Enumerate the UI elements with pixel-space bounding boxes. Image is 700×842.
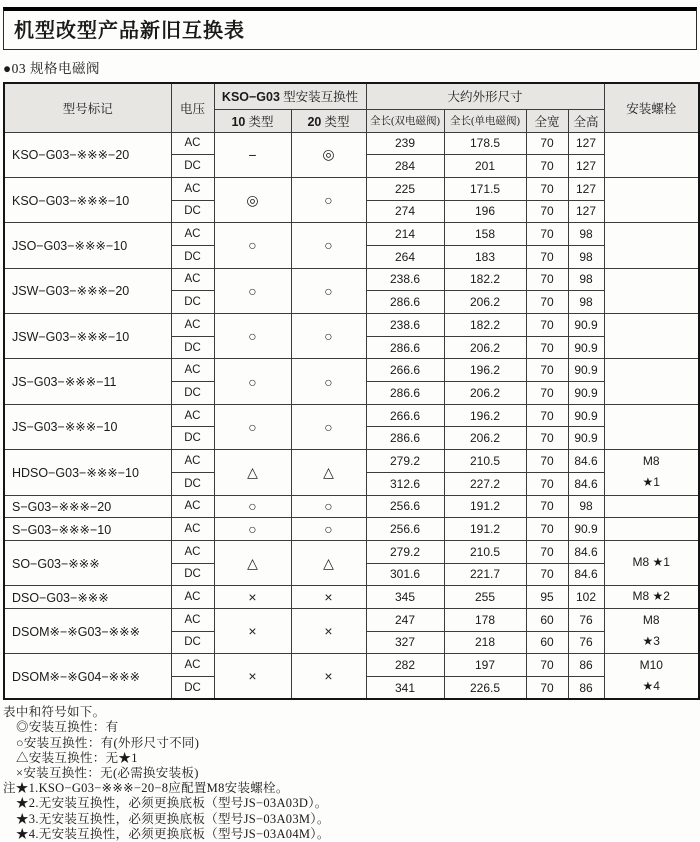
len-single-cell: 221.7 (444, 563, 526, 586)
screw-line-2: ★4 (642, 679, 660, 694)
len-single-cell: 191.2 (444, 518, 526, 541)
header-compat-model: KSO−G03 (221, 90, 280, 105)
compat-10-cell: △ (214, 450, 291, 495)
len-double-cell: 256.6 (366, 518, 444, 541)
compat-10-cell: − (214, 132, 291, 177)
compat-10-cell: ○ (214, 518, 291, 541)
compat-10-cell: ○ (214, 223, 291, 268)
voltage-cell: DC (171, 563, 214, 586)
height-cell: 90.9 (568, 427, 604, 450)
len-double-cell: 286.6 (366, 427, 444, 450)
header-len-single: 全长(单电磁阀) (444, 109, 526, 132)
compat-20-cell: ○ (291, 359, 366, 404)
height-cell: 84.6 (568, 450, 604, 473)
compat-10-cell: × (214, 654, 291, 699)
model-cell: SO−G03−※※※ (4, 540, 171, 585)
screw-line-1: M8 (642, 453, 660, 468)
compat-10-cell: × (214, 608, 291, 653)
screw-line-1: M8 ★2 (632, 589, 670, 604)
voltage-cell: AC (171, 608, 214, 631)
table-row (4, 608, 699, 631)
screw-cell (604, 359, 699, 404)
screw-cell (604, 268, 699, 313)
screw-cell (604, 495, 699, 518)
spec-table (3, 82, 700, 700)
width-cell: 70 (526, 177, 568, 200)
height-cell: 102 (568, 586, 604, 609)
screw-cell (604, 608, 699, 653)
footnote-1: 注★1.KSO−G03−※※※−20−8应配置M8安装螺栓。 (3, 781, 289, 796)
voltage-cell: DC (171, 677, 214, 700)
footnote-3: ★3.无安装互换性，必须更换底板（型号JS−03A03M）。 (16, 811, 330, 826)
table-row (4, 223, 699, 246)
legend-line-circle: ○安装互换性：有(外形尺寸不同) (16, 735, 200, 750)
len-double-cell: 279.2 (366, 450, 444, 473)
len-double-cell: 214 (366, 223, 444, 246)
len-double-cell: 266.6 (366, 404, 444, 427)
len-single-cell: 255 (444, 586, 526, 609)
voltage-cell: AC (171, 132, 214, 155)
model-cell: S−G03−※※※−10 (4, 518, 171, 541)
compat-10-cell: × (214, 586, 291, 609)
width-cell: 70 (526, 472, 568, 495)
header-height: 全高 (568, 109, 604, 132)
compat-20-cell: × (291, 608, 366, 653)
width-cell: 70 (526, 404, 568, 427)
len-single-cell: 196 (444, 200, 526, 223)
screw-cell (604, 540, 699, 585)
screw-line-1: M8 (642, 612, 660, 627)
table-row (4, 518, 699, 541)
header-model: 型号标记 (4, 83, 171, 132)
len-double-cell: 312.6 (366, 472, 444, 495)
header-len-double: 全长(双电磁阀) (366, 109, 444, 132)
table-row (4, 495, 699, 518)
screw-cell (604, 450, 699, 495)
len-single-cell: 227.2 (444, 472, 526, 495)
table-row (4, 268, 699, 291)
model-cell: S−G03−※※※−20 (4, 495, 171, 518)
height-cell: 98 (568, 223, 604, 246)
compat-10-cell: ○ (214, 495, 291, 518)
voltage-cell: AC (171, 314, 214, 337)
header-type20 (291, 109, 366, 132)
height-cell: 90.9 (568, 314, 604, 337)
model-cell: KSO−G03−※※※−20 (4, 132, 171, 177)
width-cell: 70 (526, 518, 568, 541)
table-body (4, 132, 699, 699)
height-cell: 98 (568, 495, 604, 518)
compat-20-cell: ○ (291, 314, 366, 359)
len-double-cell: 247 (366, 608, 444, 631)
height-cell: 90.9 (568, 382, 604, 405)
compat-10-cell: △ (214, 540, 291, 585)
len-single-cell: 206.2 (444, 427, 526, 450)
voltage-cell: AC (171, 586, 214, 609)
compat-20-cell: × (291, 586, 366, 609)
compat-20-cell: ○ (291, 268, 366, 313)
header-width: 全宽 (526, 109, 568, 132)
width-cell: 70 (526, 382, 568, 405)
height-cell: 84.6 (568, 540, 604, 563)
width-cell: 70 (526, 359, 568, 382)
len-single-cell: 210.5 (444, 450, 526, 473)
len-double-cell: 345 (366, 586, 444, 609)
len-single-cell: 158 (444, 223, 526, 246)
footnote-2: ★2.无安装互换性，必须更换底板（型号JS−03A03D）。 (16, 796, 328, 811)
height-cell: 98 (568, 245, 604, 268)
width-cell: 70 (526, 336, 568, 359)
len-double-cell: 286.6 (366, 336, 444, 359)
len-single-cell: 182.2 (444, 314, 526, 337)
model-cell: JSW−G03−※※※−10 (4, 314, 171, 359)
voltage-cell: AC (171, 495, 214, 518)
height-cell: 76 (568, 631, 604, 654)
screw-cell (604, 654, 699, 699)
screw-cell (604, 223, 699, 268)
compat-20-cell: ○ (291, 495, 366, 518)
table-header (4, 83, 699, 132)
voltage-cell: AC (171, 268, 214, 291)
legend-line-cross: ×安装互换性：无(必需换安装板) (16, 766, 199, 780)
height-cell: 98 (568, 268, 604, 291)
model-cell: DSO−G03−※※※ (4, 586, 171, 609)
height-cell: 76 (568, 608, 604, 631)
screw-line-2: ★1 (642, 475, 660, 490)
width-cell: 70 (526, 450, 568, 473)
compat-20-cell: ○ (291, 518, 366, 541)
len-double-cell: 341 (366, 677, 444, 700)
section-subtitle: ●03 规格电磁阀 (3, 61, 101, 76)
model-cell: JSO−G03−※※※−10 (4, 223, 171, 268)
model-cell: HDSO−G03−※※※−10 (4, 450, 171, 495)
len-double-cell: 256.6 (366, 495, 444, 518)
height-cell: 127 (568, 177, 604, 200)
height-cell: 90.9 (568, 359, 604, 382)
voltage-cell: DC (171, 631, 214, 654)
compat-10-cell: ◎ (214, 177, 291, 222)
voltage-cell: DC (171, 336, 214, 359)
header-screw: 安装螺栓 (604, 83, 699, 132)
compat-10-cell: ○ (214, 404, 291, 449)
voltage-cell: AC (171, 540, 214, 563)
len-single-cell: 178.5 (444, 132, 526, 155)
width-cell: 70 (526, 200, 568, 223)
width-cell: 95 (526, 586, 568, 609)
len-single-cell: 226.5 (444, 677, 526, 700)
header-type10 (214, 109, 291, 132)
len-single-cell: 196.2 (444, 404, 526, 427)
len-double-cell: 286.6 (366, 382, 444, 405)
compat-20-cell: ○ (291, 177, 366, 222)
width-cell: 70 (526, 132, 568, 155)
table-row (4, 540, 699, 563)
screw-cell (604, 177, 699, 222)
len-single-cell: 171.5 (444, 177, 526, 200)
table-row (4, 404, 699, 427)
len-single-cell: 182.2 (444, 268, 526, 291)
len-single-cell: 178 (444, 608, 526, 631)
model-cell: DSOM※−※G03−※※※ (4, 608, 171, 653)
header-voltage: 电压 (171, 83, 214, 132)
compat-20-cell: ○ (291, 223, 366, 268)
len-double-cell: 279.2 (366, 540, 444, 563)
table-row (4, 177, 699, 200)
width-cell: 70 (526, 677, 568, 700)
len-double-cell: 238.6 (366, 314, 444, 337)
len-single-cell: 201 (444, 155, 526, 178)
width-cell: 70 (526, 155, 568, 178)
width-cell: 70 (526, 540, 568, 563)
table-row (4, 450, 699, 473)
len-single-cell: 218 (444, 631, 526, 654)
compat-20-cell: × (291, 654, 366, 699)
header-dims-group: 大约外形尺寸 (366, 83, 604, 109)
width-cell: 70 (526, 563, 568, 586)
len-single-cell: 183 (444, 245, 526, 268)
len-single-cell: 196.2 (444, 359, 526, 382)
len-single-cell: 191.2 (444, 495, 526, 518)
voltage-cell: DC (171, 382, 214, 405)
screw-line-1: M8 ★1 (632, 555, 670, 570)
screw-cell (604, 404, 699, 449)
screw-cell (604, 518, 699, 541)
len-double-cell: 286.6 (366, 291, 444, 314)
legend-line-circle-double: ◎安装互换性：有 (16, 720, 119, 735)
voltage-cell: AC (171, 359, 214, 382)
height-cell: 127 (568, 200, 604, 223)
height-cell: 98 (568, 291, 604, 314)
table-row (4, 359, 699, 382)
width-cell: 70 (526, 245, 568, 268)
screw-line-2: ★3 (642, 634, 660, 649)
model-cell: JS−G03−※※※−11 (4, 359, 171, 404)
height-cell: 90.9 (568, 336, 604, 359)
len-double-cell: 239 (366, 132, 444, 155)
voltage-cell: AC (171, 518, 214, 541)
width-cell: 70 (526, 427, 568, 450)
height-cell: 86 (568, 654, 604, 677)
len-double-cell: 284 (366, 155, 444, 178)
len-double-cell: 327 (366, 631, 444, 654)
screw-cell (604, 586, 699, 609)
width-cell: 70 (526, 268, 568, 291)
height-cell: 127 (568, 132, 604, 155)
height-cell: 90.9 (568, 404, 604, 427)
voltage-cell: DC (171, 427, 214, 450)
width-cell: 70 (526, 314, 568, 337)
table-row (4, 586, 699, 609)
compat-20-cell: △ (291, 540, 366, 585)
compat-10-cell: ○ (214, 359, 291, 404)
width-cell: 60 (526, 608, 568, 631)
legend-line-triangle: △安装互换性：无★1 (16, 750, 138, 765)
voltage-cell: AC (171, 450, 214, 473)
len-double-cell: 301.6 (366, 563, 444, 586)
table-row (4, 132, 699, 155)
len-double-cell: 264 (366, 245, 444, 268)
compat-20-cell: △ (291, 450, 366, 495)
footnote-4: ★4.无安装互换性，必须更换底板（型号JS−03A04M）。 (16, 826, 330, 841)
height-cell: 127 (568, 155, 604, 178)
len-double-cell: 238.6 (366, 268, 444, 291)
len-single-cell: 206.2 (444, 382, 526, 405)
height-cell: 90.9 (568, 518, 604, 541)
width-cell: 70 (526, 223, 568, 246)
len-single-cell: 206.2 (444, 291, 526, 314)
len-double-cell: 274 (366, 200, 444, 223)
model-cell: DSOM※−※G04−※※※ (4, 654, 171, 699)
voltage-cell: AC (171, 223, 214, 246)
model-cell: JS−G03−※※※−10 (4, 404, 171, 449)
compat-20-cell: ◎ (291, 132, 366, 177)
len-double-cell: 225 (366, 177, 444, 200)
height-cell: 84.6 (568, 563, 604, 586)
header-compat-rest: 型安装互换性 (283, 90, 359, 105)
screw-line-1: M10 (639, 657, 663, 672)
voltage-cell: AC (171, 177, 214, 200)
width-cell: 70 (526, 495, 568, 518)
voltage-cell: DC (171, 155, 214, 178)
len-single-cell: 210.5 (444, 540, 526, 563)
len-single-cell: 197 (444, 654, 526, 677)
width-cell: 70 (526, 291, 568, 314)
header-type10-suffix: 类型 (248, 114, 274, 129)
page-title: 机型改型产品新旧互换表 (14, 20, 245, 42)
voltage-cell: DC (171, 200, 214, 223)
compat-20-cell: ○ (291, 404, 366, 449)
voltage-cell: AC (171, 404, 214, 427)
model-cell: KSO−G03−※※※−10 (4, 177, 171, 222)
table-row (4, 654, 699, 677)
header-compat-group (214, 83, 366, 109)
voltage-cell: AC (171, 654, 214, 677)
height-cell: 84.6 (568, 472, 604, 495)
page-title-box (3, 7, 697, 50)
len-double-cell: 266.6 (366, 359, 444, 382)
screw-cell (604, 314, 699, 359)
voltage-cell: DC (171, 245, 214, 268)
model-cell: JSW−G03−※※※−20 (4, 268, 171, 313)
compat-10-cell: ○ (214, 268, 291, 313)
compat-10-cell: ○ (214, 314, 291, 359)
height-cell: 86 (568, 677, 604, 700)
header-type20-suffix: 类型 (324, 114, 350, 129)
width-cell: 60 (526, 631, 568, 654)
notes-section (3, 705, 698, 842)
header-type10-num: 10 (231, 114, 246, 129)
notes-intro: 表中和符号如下。 (3, 705, 106, 720)
table-row (4, 314, 699, 337)
len-single-cell: 206.2 (444, 336, 526, 359)
voltage-cell: DC (171, 472, 214, 495)
len-double-cell: 282 (366, 654, 444, 677)
screw-cell (604, 132, 699, 177)
voltage-cell: DC (171, 291, 214, 314)
width-cell: 70 (526, 654, 568, 677)
header-type20-num: 20 (307, 114, 322, 129)
